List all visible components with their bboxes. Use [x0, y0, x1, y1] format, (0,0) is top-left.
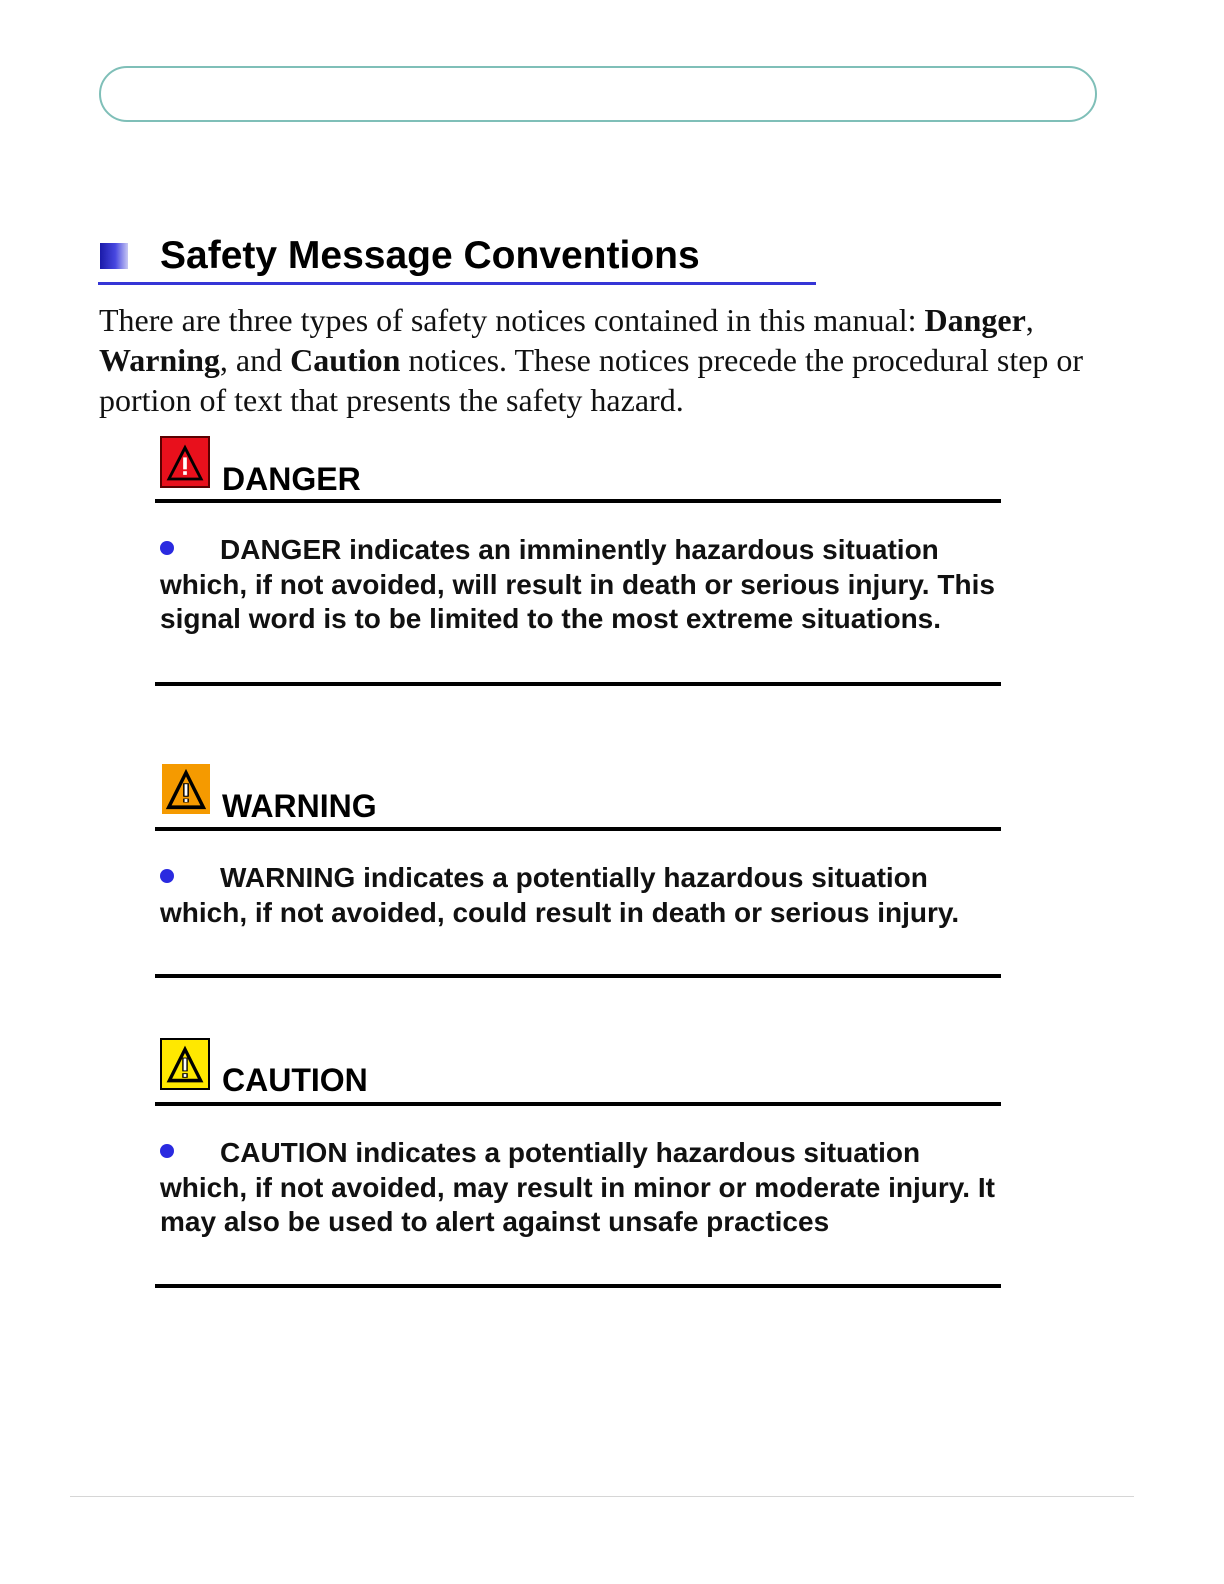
warning-top-rule — [155, 827, 1001, 831]
danger-bottom-rule — [155, 682, 1001, 686]
intro-text-1: There are three types of safety notices contained in this manual: — [99, 302, 925, 338]
bullet-icon — [160, 1144, 174, 1158]
intro-comma: , — [1025, 302, 1034, 338]
intro-text-2: , and — [219, 342, 291, 378]
warning-triangle-icon — [162, 764, 210, 814]
danger-heading: DANGER — [222, 461, 361, 497]
warning-heading: WARNING — [222, 788, 377, 824]
caution-heading: CAUTION — [222, 1062, 368, 1098]
warning-sign-icon — [162, 764, 210, 814]
warning-body — [160, 861, 1000, 930]
danger-sign-icon — [160, 436, 210, 488]
danger-body — [160, 533, 1000, 637]
bullet-icon — [160, 541, 174, 555]
warning-text: WARNING indicates a potentially hazardous situation which, if not avoided, could result in death or serious injury. — [160, 862, 960, 928]
danger-text: DANGER indicates an imminently hazardous situation which, if not avoided, will result in death or serious injury. This signal word is to be limited to the most extreme situations. — [160, 534, 995, 634]
title-underline — [98, 282, 816, 285]
danger-top-rule — [155, 499, 1001, 503]
caution-triangle-icon — [162, 1040, 208, 1088]
intro-paragraph — [99, 300, 1109, 420]
caution-top-rule — [155, 1102, 1001, 1106]
intro-warning-word: Warning — [99, 342, 220, 378]
bullet-icon — [160, 869, 174, 883]
intro-text-3: notices. These notices precede the procedural step or portion of text that presents the safety hazard. — [99, 342, 1084, 418]
caution-body — [160, 1136, 1000, 1240]
caution-sign-icon — [160, 1038, 210, 1090]
danger-triangle-icon — [162, 438, 208, 486]
section-marker-icon — [100, 243, 128, 269]
intro-danger-word: Danger — [924, 302, 1026, 338]
section-title: Safety Message Conventions — [160, 234, 700, 277]
caution-bottom-rule — [155, 1284, 1001, 1288]
warning-bottom-rule — [155, 974, 1001, 978]
caution-text: CAUTION indicates a potentially hazardous situation which, if not avoided, may result in minor or moderate injury. It may also be used to alert against unsafe practices — [160, 1137, 995, 1237]
header-frame — [99, 66, 1097, 122]
intro-caution-word: Caution — [290, 342, 401, 378]
footer-divider — [70, 1496, 1134, 1497]
